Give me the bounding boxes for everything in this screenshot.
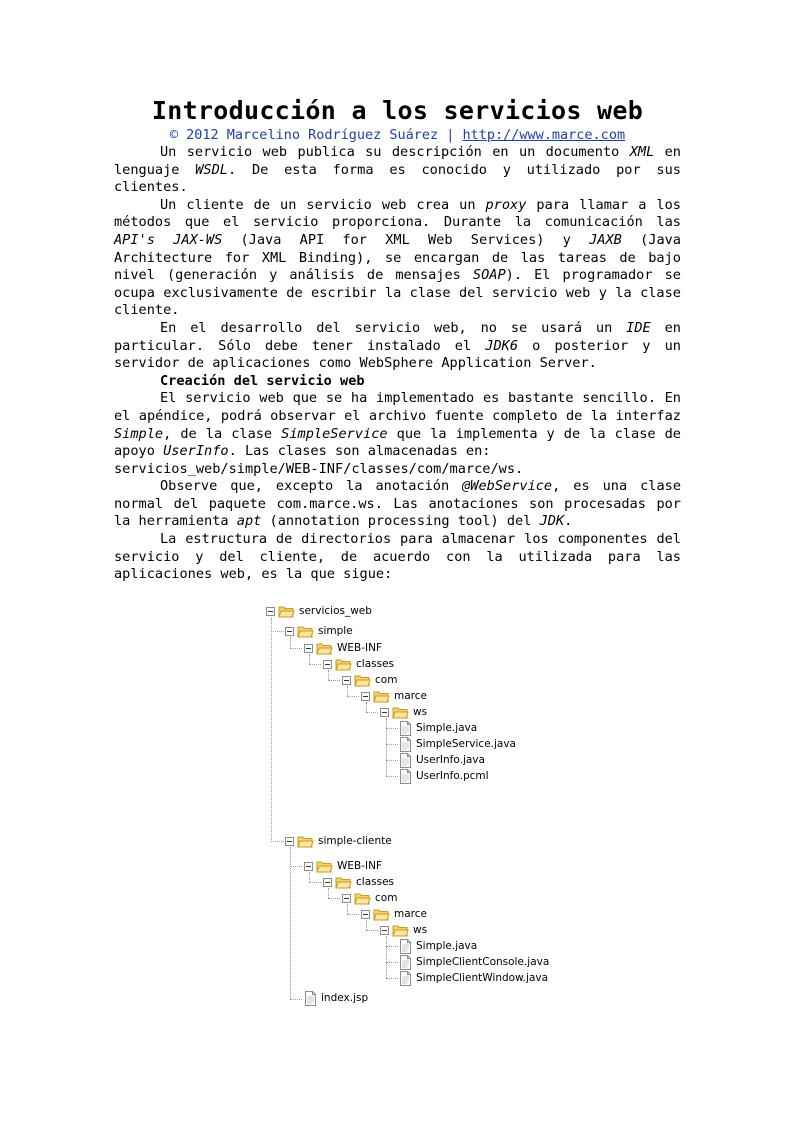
collapse-icon[interactable]	[342, 894, 351, 903]
tree-node-classes[interactable]	[323, 657, 394, 671]
tree-file[interactable]	[399, 939, 477, 953]
text-run: (Java Architecture for XML Binding), se encargan de las tareas de bajo nivel (generación y análisis de mensajes	[114, 231, 681, 284]
text-run: en particular. Sólo debe tener instalado el	[114, 319, 681, 354]
text-run: para llamar a los métodos que el servicio proporciona. Durante la comunicación las	[114, 196, 681, 231]
tree-label: servicios_web	[299, 605, 372, 617]
text-run: (annotation processing tool) del	[261, 513, 540, 530]
open-folder-icon	[373, 690, 390, 703]
open-folder-icon	[278, 605, 295, 618]
tree-node-marce[interactable]	[361, 689, 427, 703]
paragraph-4	[114, 390, 681, 460]
tree-label: marce	[394, 690, 427, 702]
tree-node-com[interactable]	[342, 891, 397, 905]
file-icon	[399, 939, 412, 954]
tree-node-servicios-web[interactable]	[266, 604, 372, 618]
text-run: XML	[629, 144, 655, 160]
open-folder-icon	[297, 625, 314, 638]
tree-label: ws	[413, 924, 428, 936]
tree-label: simple-cliente	[318, 835, 392, 847]
section-heading: Creación del servicio web	[160, 372, 365, 389]
collapse-icon[interactable]	[304, 862, 313, 871]
tree-file[interactable]	[399, 721, 477, 735]
paragraph-3	[114, 320, 681, 373]
open-folder-icon	[392, 706, 409, 719]
tree-node-web-inf[interactable]	[304, 641, 382, 655]
tree-label: WEB-INF	[337, 860, 382, 872]
file-icon	[399, 769, 412, 784]
collapse-icon[interactable]	[266, 607, 275, 616]
tree-label: UserInfo.pcml	[416, 770, 489, 782]
tree-label: SimpleClientConsole.java	[416, 956, 550, 968]
paragraph-2	[114, 197, 681, 320]
tree-file[interactable]	[399, 971, 548, 985]
tree-node-simple[interactable]	[285, 624, 353, 638]
open-folder-icon	[316, 860, 333, 873]
tree-node-com[interactable]	[342, 673, 397, 687]
text-run: ). El programador se ocupa exclusivamente de escribir la clase del servicio web y la clase cliente.	[114, 267, 681, 319]
text-run: El servicio web que se ha implementado es bastante sencillo. En el apéndice, podrá observar el archivo fuente completo de la interfaz	[114, 390, 681, 424]
text-run: En el desarrollo del servicio web, no se usará un	[160, 319, 627, 336]
text-run: (Java API for XML Web Services) y	[222, 231, 590, 248]
text-run: @WebService	[462, 478, 553, 495]
open-folder-icon	[354, 674, 371, 687]
open-folder-icon	[392, 924, 409, 937]
text-run: proxy	[485, 196, 527, 213]
paragraph-6: La estructura de directorios para almacenar los componentes del servicio y del cliente, de acuerdo con la utilizada para las aplicaciones web, es la que sigue:	[114, 531, 681, 583]
file-icon	[399, 955, 412, 970]
open-folder-icon	[354, 892, 371, 905]
text-run: JAXB	[589, 231, 622, 248]
tree-file[interactable]	[399, 753, 485, 767]
text-run: .	[564, 513, 573, 530]
text-run: . Las clases son almacenadas en:	[228, 443, 491, 460]
tree-label: Simple.java	[416, 940, 478, 952]
collapse-icon[interactable]	[285, 837, 294, 846]
text-run: API's JAX-WS	[114, 231, 223, 248]
tree-file[interactable]	[399, 737, 516, 751]
text-run: SimpleService	[281, 425, 388, 442]
tree-label: classes	[356, 658, 394, 670]
text-run: WSDL	[195, 161, 228, 178]
tree-label: com	[375, 674, 398, 686]
collapse-icon[interactable]	[285, 627, 294, 636]
text-run: , es una clase normal del paquete com.marce.ws. Las anotaciones son procesadas por la herramienta	[114, 478, 681, 530]
collapse-icon[interactable]	[323, 878, 332, 887]
collapse-icon[interactable]	[304, 644, 313, 653]
text-run: Un servicio web publica su descripción en un documento	[160, 144, 630, 160]
tree-label: Simple.java	[416, 722, 478, 734]
open-folder-icon	[335, 658, 352, 671]
collapse-icon[interactable]	[323, 660, 332, 669]
tree-label: simple	[318, 625, 353, 637]
collapse-icon[interactable]	[380, 926, 389, 935]
tree-label: classes	[356, 876, 394, 888]
text-run: Un cliente de un servicio web crea un	[160, 196, 486, 213]
collapse-icon[interactable]	[342, 676, 351, 685]
text-run: IDE	[626, 319, 651, 336]
file-icon	[399, 971, 412, 986]
document-page	[114, 96, 681, 584]
byline-text: © 2012 Marcelino Rodríguez Suárez |	[169, 127, 463, 143]
tree-file[interactable]	[399, 769, 489, 783]
paragraph-5	[114, 478, 681, 531]
tree-label: SimpleClientWindow.java	[416, 972, 549, 984]
tree-label: SimpleService.java	[416, 738, 516, 750]
text-run: JDK6	[485, 337, 519, 354]
tree-file-index[interactable]	[304, 991, 368, 1005]
tree-node-marce[interactable]	[361, 907, 427, 921]
open-folder-icon	[335, 876, 352, 889]
tree-label: index.jsp	[321, 992, 369, 1004]
file-icon	[399, 753, 412, 768]
collapse-icon[interactable]	[380, 708, 389, 717]
website-link[interactable]: http://www.marce.com	[462, 127, 626, 143]
tree-node-simple-cliente[interactable]	[285, 834, 392, 848]
document-title: Introducción a los servicios web	[151, 96, 644, 125]
text-run: en lenguaje	[114, 144, 681, 178]
file-icon	[304, 991, 317, 1006]
tree-label: marce	[394, 908, 427, 920]
tree-label: ws	[413, 706, 428, 718]
tree-label: com	[375, 892, 398, 904]
tree-node-ws[interactable]	[380, 923, 427, 937]
text-run: , de la clase	[163, 425, 282, 442]
file-icon	[399, 721, 412, 736]
tree-node-classes[interactable]	[323, 875, 394, 889]
open-folder-icon	[316, 642, 333, 655]
open-folder-icon	[297, 835, 314, 848]
tree-label: UserInfo.java	[416, 754, 485, 766]
text-run: Observe que, excepto la anotación	[160, 478, 463, 495]
text-run: UserInfo	[163, 443, 229, 460]
text-run: . De esta forma es conocido y utilizado por sus clientes.	[114, 161, 681, 196]
text-run: que la implementa y de la clase de apoyo	[114, 425, 681, 460]
tree-node-ws[interactable]	[380, 705, 427, 719]
paragraph-1	[114, 144, 681, 197]
text-run: JDK	[539, 513, 565, 530]
tree-node-web-inf[interactable]	[304, 859, 382, 873]
byline	[114, 126, 681, 144]
collapse-icon[interactable]	[361, 910, 370, 919]
classes-path: servicios_web/simple/WEB-INF/classes/com/marce/ws.	[114, 460, 524, 477]
tree-label: WEB-INF	[337, 642, 382, 654]
text-run: Simple	[114, 425, 164, 442]
tree-file[interactable]	[399, 955, 549, 969]
open-folder-icon	[373, 908, 390, 921]
text-run: apt	[236, 513, 262, 530]
collapse-icon[interactable]	[361, 692, 370, 701]
text-run: SOAP	[472, 267, 506, 284]
file-icon	[399, 737, 412, 752]
text-run: o posterior y un servidor de aplicaciones como WebSphere Application Server.	[114, 337, 681, 372]
